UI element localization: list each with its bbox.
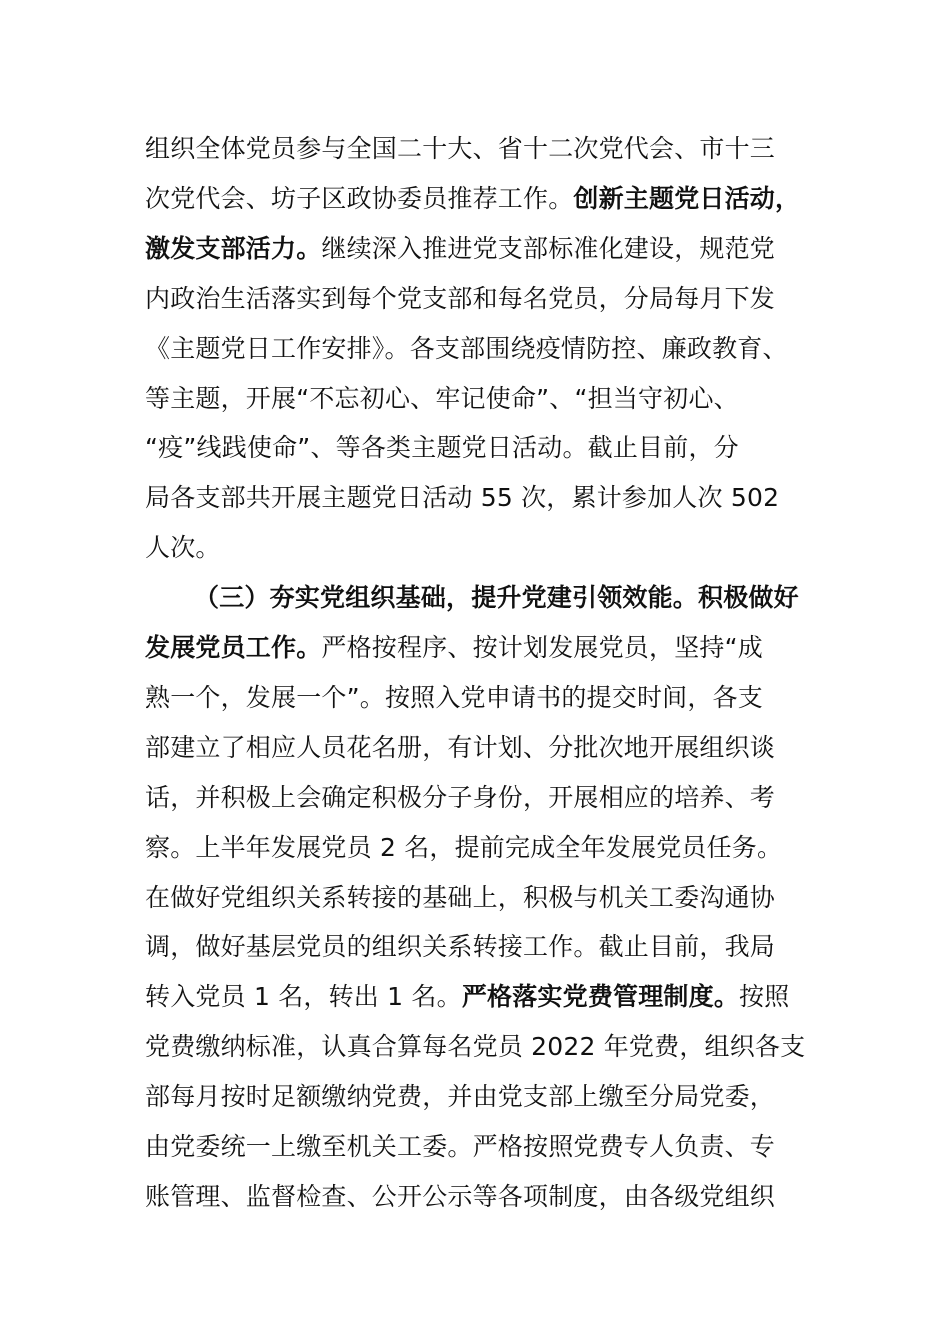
text-line bbox=[145, 632, 763, 664]
text-line bbox=[145, 931, 775, 963]
text-line bbox=[145, 233, 775, 265]
text-run: “疫”线践使命”、等各类主题党日活动。截止目前，分 bbox=[145, 433, 739, 463]
text-line bbox=[145, 1031, 805, 1063]
bold-text-run: 发展党员工作。 bbox=[145, 633, 322, 662]
bold-text-run: 激发支部活力。 bbox=[145, 233, 322, 263]
text-run: 等主题，开展“不忘初心、牢记使命”、“担当守初心、 bbox=[145, 383, 739, 413]
text-line bbox=[145, 782, 775, 814]
text-line bbox=[145, 682, 763, 714]
text-line bbox=[145, 183, 800, 215]
text-run: 次党代会、坊子区政协委员推荐工作。 bbox=[145, 183, 574, 213]
text-run: 内政治生活落实到每个党支部和每名党员，分局每月下发 bbox=[145, 283, 776, 313]
text-run: 继续深入推进党支部标准化建设，规范党 bbox=[321, 233, 776, 263]
text-run: 人次。 bbox=[145, 533, 221, 563]
text-line bbox=[145, 432, 739, 464]
text-line bbox=[145, 133, 775, 165]
text-run: 调，做好基层党员的组织关系转接工作。截止目前，我局 bbox=[145, 932, 776, 962]
bold-text-run: 创新主题党日活动， bbox=[573, 183, 801, 213]
text-line bbox=[145, 732, 775, 764]
text-run: 话，并积极上会确定积极分子身份，开展相应的培养、考 bbox=[145, 782, 776, 812]
text-run: 转入党员 1 名，转出 1 名。 bbox=[145, 982, 462, 1012]
text-line bbox=[145, 832, 782, 864]
text-run: 由党委统一上缴至机关工委。严格按照党费专人负责、专 bbox=[145, 1132, 776, 1161]
text-run: 局各支部共开展主题党日活动 55 次，累计参加人次 502 bbox=[145, 483, 780, 513]
text-run: 党费缴纳标准，认真合算每名党员 2022 年党费，组织各支 bbox=[145, 1032, 806, 1062]
bold-text-run: （三）夯实党组织基础，提升党建引领效能。积极做好 bbox=[194, 583, 799, 613]
text-line bbox=[145, 383, 739, 415]
text-run: 账管理、监督检查、公开公示等各项制度，由各级党组织 bbox=[145, 1181, 776, 1211]
text-run: 熟一个，发展一个”。按照入党申请书的提交时间，各支 bbox=[145, 682, 763, 712]
text-line bbox=[145, 482, 779, 514]
text-line bbox=[194, 582, 799, 614]
text-line bbox=[145, 1131, 775, 1163]
text-run: 在做好党组织关系转接的基础上，积极与机关工委沟通协 bbox=[145, 882, 776, 912]
text-line bbox=[145, 882, 775, 914]
text-line bbox=[145, 1181, 775, 1213]
text-line bbox=[145, 981, 789, 1013]
text-run: 部每月按时足额缴纳党费，并由党支部上缴至分局党委， bbox=[145, 1082, 776, 1112]
text-line bbox=[145, 333, 788, 365]
text-run: 部建立了相应人员花名册，有计划、分批次地开展组织谈 bbox=[145, 732, 776, 762]
text-line bbox=[145, 283, 775, 315]
text-run: 察。上半年发展党员 2 名，提前完成全年发展党员任务。 bbox=[145, 832, 783, 862]
text-run: 《主题党日工作安排》。各支部围绕疫情防控、廉政教育、 bbox=[145, 333, 788, 363]
bold-text-run: 严格落实党费管理制度。 bbox=[461, 982, 740, 1012]
text-run: 按照 bbox=[739, 982, 790, 1012]
text-line bbox=[145, 532, 221, 564]
text-run: 组织全体党员参与全国二十大、省十二次党代会、市十三 bbox=[145, 134, 776, 163]
text-run: 严格按程序、按计划发展党员，坚持“成 bbox=[321, 633, 763, 662]
text-line bbox=[145, 1081, 775, 1113]
